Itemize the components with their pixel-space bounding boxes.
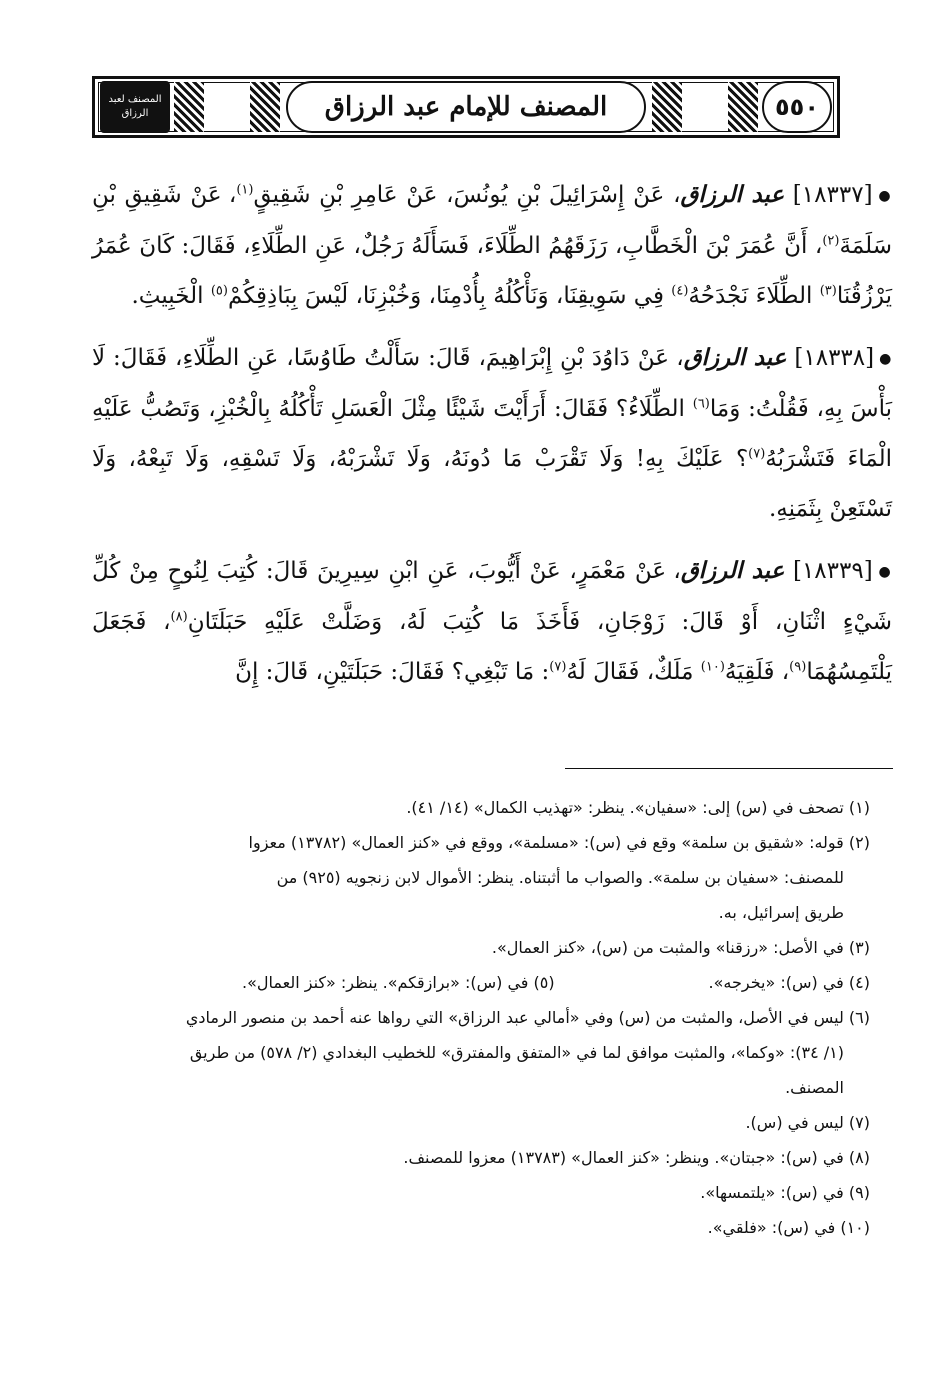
main-text bbox=[92, 170, 892, 709]
footnote-ref: (١) bbox=[236, 182, 254, 198]
author-name: عبد الرزاق bbox=[683, 344, 787, 371]
footnote-ref: (٤) bbox=[671, 283, 689, 299]
footnote-2-cont: طريق إسرائيل، به. bbox=[718, 903, 844, 922]
bullet-icon: ● bbox=[872, 188, 892, 204]
hadith-text: مَلَكٌ، فَقَالَ لَهُ bbox=[566, 659, 701, 685]
hadith-text: ، عَنْ إِسْرَائِيلَ بْنِ يُونُسَ، عَنْ عَامِرِ بْنِ شَقِيقٍ bbox=[253, 182, 681, 208]
footnote-2: (٢) قوله: «شقيق بن سلمة» وقع في (س): «مسلمة»، ووقع في «كنز العمال» (١٣٧٨٢) معزوا bbox=[248, 833, 870, 852]
hadith-text: الطِّلَاءُ؟ فَقَالَ: أَرَأَيْتَ شَيْئًا مِثْلَ الْعَسَلِ تَأْكُلُهُ بِالْخُبْزِ، وَتَصُبُّ عَلَيْهِ الْمَاءَ فَتَشْرَبُهُ bbox=[92, 396, 892, 472]
hadith-text: ، فَلَقِيَهُ bbox=[724, 659, 790, 685]
hadith-paragraph bbox=[92, 333, 892, 534]
footnote-3: (٣) في الأصل: «رزقنا» والمثبت من (س)، «كنز العمال». bbox=[491, 938, 870, 957]
footnote-ref: (٦) bbox=[692, 396, 710, 412]
author-name: عبد الرزاق bbox=[680, 181, 785, 208]
hadith-text: فِي سَوِيقِنَا، وَنَأْكُلُهُ بِأُدْمِنَا، وَخُبْزِنَا، لَيْسَ بِبَاذِقِكُمْ bbox=[227, 283, 672, 309]
footnote-ref: (٥) bbox=[210, 283, 228, 299]
footnote-10: (١٠) في (س): «فلقي». bbox=[707, 1218, 870, 1237]
footnote-ref: (٨) bbox=[170, 609, 188, 625]
hadith-text: ، عَنْ مَعْمَرٍ، عَنْ أَيُّوبَ، عَنِ ابْنِ سِيرِينَ قَالَ: كُتِبَ لِنُوحٍ مِنْ كُلِّ شَيْءٍ اثْنَانِ، أَوْ قَالَ: زَوْجَانِ، فَأَخَذَ مَا كُتِبَ لَهُ، وَضَلَّتْ عَلَيْهِ حَبَلَتَانِ bbox=[92, 558, 893, 635]
footnote-6: (٦) ليس في الأصل، والمثبت من (س) وفي «أمالي عبد الرزاق» التي رواها عنه أحمد بن منصور الرمادي bbox=[185, 1008, 870, 1027]
footnote-row-4-5 bbox=[92, 965, 870, 1000]
hadith-text: الطِّلَاءَ نَجْدَحُهُ bbox=[688, 283, 820, 309]
hadith-text: الْخَبِيثِ. bbox=[131, 283, 211, 309]
footnote-ref: (٧) bbox=[549, 659, 567, 675]
header-ornament bbox=[250, 82, 280, 132]
hadith-number: [١٨٣٣٩] bbox=[792, 558, 873, 584]
hadith-text: : مَا تَبْغِي؟ فَقَالَ: حَبَلَتَيْنِ، قَالَ: إِنَّ bbox=[235, 659, 550, 685]
footnote-ref: (٢) bbox=[822, 233, 840, 249]
book-seal-logo bbox=[100, 81, 170, 133]
header-ornament bbox=[728, 82, 758, 132]
footnote-separator bbox=[565, 768, 893, 769]
footnote-2-cont: للمصنف: «سفيان بن سلمة». والصواب ما أثبتناه. ينظر: الأموال لابن زنجويه (٩٢٥) من bbox=[276, 868, 844, 887]
hadith-paragraph bbox=[92, 170, 892, 321]
hadith-text: ، أَنَّ عُمَرَ بْنَ الْخَطَّابِ، رَزَقَهُمُ الطِّلَاءَ، فَسَأَلَهُ رَجُلٌ، عَنِ الطِّلَاءِ، فَقَالَ: كَانَ عُمَرُ يَرْزُقُنَا bbox=[92, 233, 892, 309]
header-ornament bbox=[174, 82, 204, 132]
footnote-8: (٨) في (س): «جبتان». وينظر: «كنز العمال» (١٣٧٨٣) معزوا للمصنف. bbox=[403, 1148, 870, 1167]
footnote-6-cont: (١/ ٣٤): «وكما»، والمثبت موافق لما في «المتفق والمفترق» للخطيب البغدادي (٢/ ٥٧٨) من طريق bbox=[189, 1043, 844, 1062]
footnote-ref: (١٠) bbox=[700, 659, 725, 675]
footnote-ref: (٩) bbox=[789, 659, 807, 675]
seal-text: المصنف لعبد الرزاق bbox=[108, 94, 162, 119]
bullet-icon: ● bbox=[872, 564, 892, 580]
bullet-icon: ● bbox=[874, 351, 892, 367]
running-title: المصنف للإمام عبد الرزاق bbox=[286, 81, 646, 133]
footnote-1: (١) تصحف في (س) إلى: «سفيان». ينظر: «تهذيب الكمال» (١٤/ ٤١). bbox=[406, 798, 870, 817]
author-name: عبد الرزاق bbox=[680, 557, 785, 584]
footnote-ref: (٧) bbox=[748, 446, 766, 462]
footnote-9: (٩) في (س): «يلتمسها». bbox=[700, 1183, 870, 1202]
hadith-text: ؟ عَلَيْكَ بِهِ! وَلَا تَقْرَبْ مَا دُونَهُ، وَلَا تَشْرَبْهُ، وَلَا تَسْقِهِ، وَلَا تَبِعْهُ، وَلَا تَسْتَعِنْ بِثَمَنِهِ. bbox=[92, 446, 892, 522]
hadith-text: ، عَنْ شَقِيقِ بْنِ سَلَمَةَ bbox=[92, 182, 892, 259]
hadith-number: [١٨٣٣٧] bbox=[792, 182, 873, 208]
footnote-5: (٥) في (س): «برازقكم». ينظر: «كنز العمال». bbox=[242, 973, 555, 992]
footnotes bbox=[92, 790, 870, 1245]
footnote-6-cont: المصنف. bbox=[785, 1078, 844, 1097]
footnote-ref: (٣) bbox=[819, 283, 837, 299]
header-ornament bbox=[652, 82, 682, 132]
hadith-text: ، عَنْ دَاوُدَ بْنِ إِبْرَاهِيمَ، قَالَ: سَأَلْتُ طَاوُسًا، عَنِ الطِّلَاءِ، فَقَالَ: لَا بَأْسَ بِهِ، فَقُلْتُ: وَمَا bbox=[92, 345, 892, 422]
hadith-paragraph bbox=[92, 546, 892, 697]
footnote-4: (٤) في (س): «يخرجه». bbox=[708, 973, 870, 992]
hadith-text: ، فَجَعَلَ يَلْتَمِسُهُمَا bbox=[92, 609, 892, 685]
footnote-7: (٧) ليس في (س). bbox=[745, 1113, 870, 1132]
hadith-number: [١٨٣٣٨] bbox=[794, 345, 875, 371]
page-header bbox=[92, 76, 840, 138]
page-number: ٥٥٠ bbox=[762, 81, 832, 133]
